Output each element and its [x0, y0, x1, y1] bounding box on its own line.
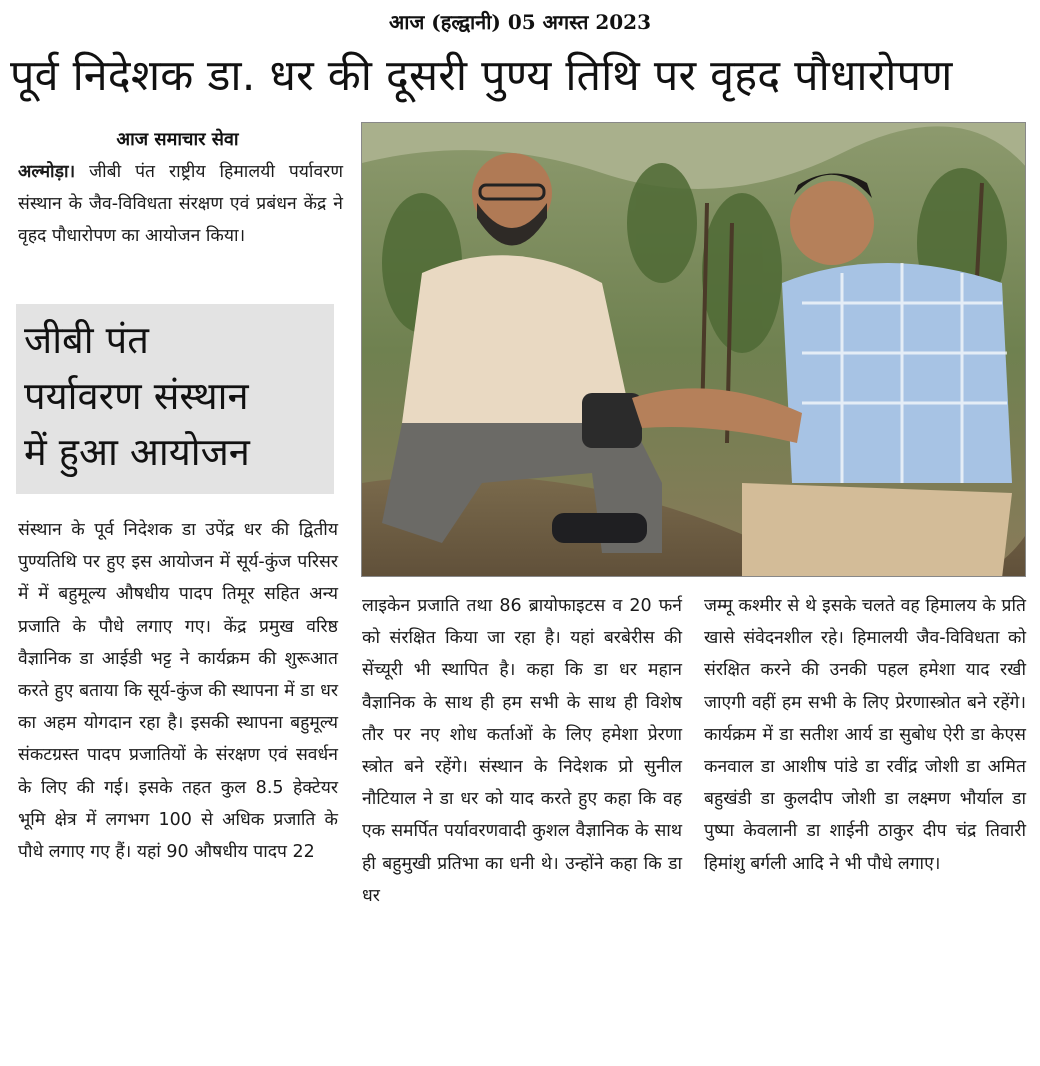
- highlight-line: में हुआ आयोजन: [24, 430, 250, 474]
- body-column-3: जम्मू कश्मीर से थे इसके चलते वह हिमालय के प्रति खासे संवेदनशील रहे। हिमालयी जैव-विविधता को संरक्षित करने की उनकी पहल हमेशा याद रखी जाएगी वहीं हम सभी के लिए प्रेरणास्त्रोत बने रहेंगे। कार्यक्रम में डा सतीश आर्य डा सुबोध ऐरी डा केएस कनवाल डा आशीष पांडे डा रवींद्र जोशी डा अमित बहुखंडी डा कुलदीप जोशी डा लक्ष्मण भौर्याल डा पुष्पा केवलानी डा शाईनी ठाकुर दीप चंद्र तिवारी हिमांशु बर्गली आदि ने भी पौधे लगाए।: [704, 596, 1026, 874]
- dateline: आज (हल्द्वानी) 05 अगस्त 2023: [389, 10, 651, 34]
- body-column-1: संस्थान के पूर्व निदेशक डा उपेंद्र धर की द्वितीय पुण्यतिथि पर हुए इस आयोजन में सूर्य-कुंज परिसर में में बहुमूल्य औषधीय पादप तिमूर सहित अन्य प्रजाति के पौधे लगाए गए। केंद्र प्रमुख वरिष्ठ वैज्ञानिक डा आईडी भट्ट ने कार्यक्रम की शुरूआत करते हुए बताया कि सूर्य-कुंज की स्थापना में डा धर का अहम योगदान रहा है। इसकी स्थापना बहुमूल्य संकटग्रस्त पादप प्रजातियों के संरक्षण एवं सवर्धन के लिए की गई। इसके तहत कुल 8.5 हेक्टेयर भूमि क्षेत्र में लगभग 100 से अधिक प्रजाति के पौधे लगाए गए हैं। यहां 90 औषधीय पादप 22: [18, 520, 338, 863]
- body-column-2: लाइकेन प्रजाति तथा 86 ब्रायोफाइटस व 20 फर्न को संरक्षित किया जा रहा है। यहां बरबेरीस की सेंच्यूरी भी स्थापित है। कहा कि डा धर महान वैज्ञानिक के साथ ही हम सभी के साथ ही विशेष तौर पर नए शोध कर्ताओं के लिए हमेशा प्रेरणा स्त्रोत बने रहेंगे। संस्थान के निदेशक प्रो सुनील नौटियाल ने डा धर को याद करते हुए कहा कि वह एक समर्पित पर्यावरणवादी कुशल वैज्ञानिक के साथ ही बहुमुखी प्रतिभा का धनी थे। उन्होंने कहा कि डा धर: [362, 596, 682, 906]
- highlight-box: [16, 304, 334, 494]
- intro-paragraph: [18, 156, 343, 252]
- agency-credit: आज समाचार सेवा: [116, 129, 239, 150]
- highlight-line: पर्यावरण संस्थान: [24, 374, 249, 418]
- news-photo-illustration: [362, 123, 1026, 577]
- intro-text: जीबी पंत राष्ट्रीय हिमालयी पर्यावरण संस्थान के जैव-विविधता संरक्षण एवं प्रबंधन केंद्र ने वृहद पौधारोपण का आयोजन किया।: [18, 162, 343, 246]
- highlight-line: जीबी पंत: [24, 318, 149, 362]
- news-photo: [361, 122, 1026, 577]
- headline: पूर्व निदेशक डा. धर की दूसरी पुण्य तिथि पर वृहद पौधारोपण: [10, 51, 953, 101]
- dateline-place: अल्मोड़ा।: [18, 162, 76, 182]
